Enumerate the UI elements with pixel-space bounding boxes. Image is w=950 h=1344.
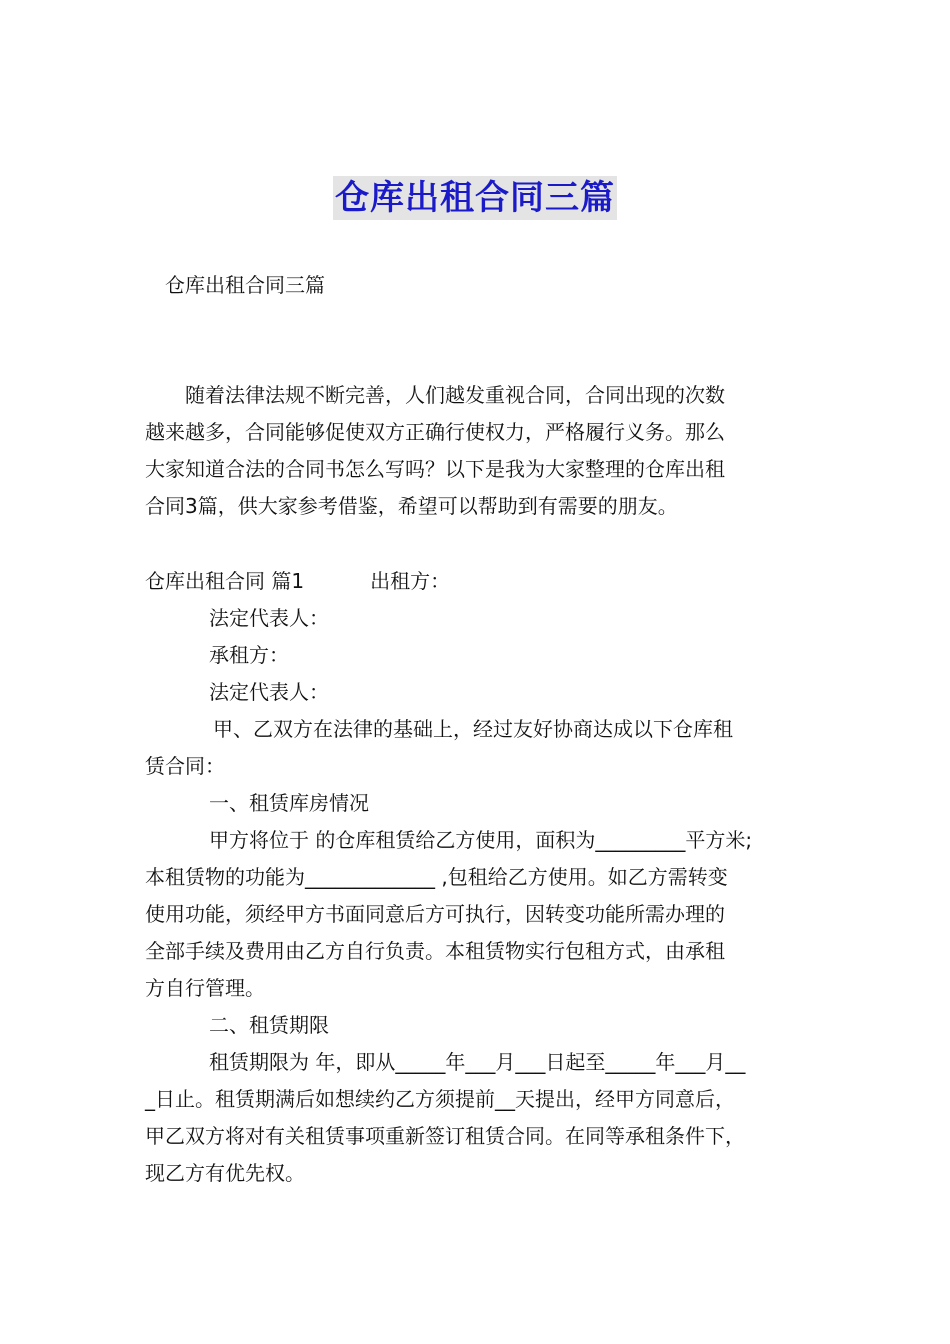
section-1-line: 方自行管理。 (145, 976, 265, 1000)
preamble-line: 赁合同： (145, 754, 225, 778)
section-2-title: 二、租赁期限 (209, 1013, 329, 1037)
section-2-line: 租赁期限为 年，即从_____年___月___日起至_____年___月__ (209, 1050, 746, 1074)
preamble-line: 甲、乙双方在法律的基础上，经过友好协商达成以下仓库租 (213, 717, 733, 741)
document-subtitle: 仓库出租合同三篇 (165, 273, 325, 297)
contract-heading-line (145, 563, 825, 600)
intro-line: 随着法律法规不断完善，人们越发重视合同，合同出现的次数 (185, 383, 725, 407)
contract-heading: 仓库出租合同 篇1 (145, 569, 305, 593)
section-1-line: 甲方将位于 的仓库租赁给乙方使用，面积为_________平方米; (209, 828, 753, 852)
title-container (0, 176, 950, 220)
lessor-label: 出租方： (370, 569, 451, 593)
section-1-title: 一、租赁库房情况 (209, 791, 369, 815)
section-2-line: 甲乙双方将对有关租赁事项重新签订租赁合同。在同等承租条件下， (145, 1124, 745, 1148)
section-2-line: 现乙方有优先权。 (145, 1161, 305, 1185)
intro-line: 越来越多，合同能够促使双方正确行使权力，严格履行义务。那么 (145, 420, 725, 444)
contract-body (145, 563, 825, 1192)
lessee-label: 承租方： (209, 643, 289, 667)
intro-paragraph (145, 377, 825, 525)
section-1-line: 本租赁物的功能为_____________ ,包租给乙方使用。如乙方需转变 (145, 865, 728, 889)
section-1-line: 使用功能，须经甲方书面同意后方可执行，因转变功能所需办理的 (145, 902, 725, 926)
intro-line: 合同3篇，供大家参考借鉴，希望可以帮助到有需要的朋友。 (145, 494, 678, 518)
intro-line: 大家知道合法的合同书怎么写吗？以下是我为大家整理的仓库出租 (145, 457, 725, 481)
section-1-line: 全部手续及费用由乙方自行负责。本租赁物实行包租方式，由承租 (145, 939, 725, 963)
lessor-rep-label: 法定代表人： (209, 606, 329, 630)
document-title: 仓库出租合同三篇 (335, 178, 615, 218)
lessee-rep-label: 法定代表人： (209, 680, 329, 704)
section-2-line: _日止。租赁期满后如想续约乙方须提前__天提出，经甲方同意后， (145, 1087, 735, 1111)
